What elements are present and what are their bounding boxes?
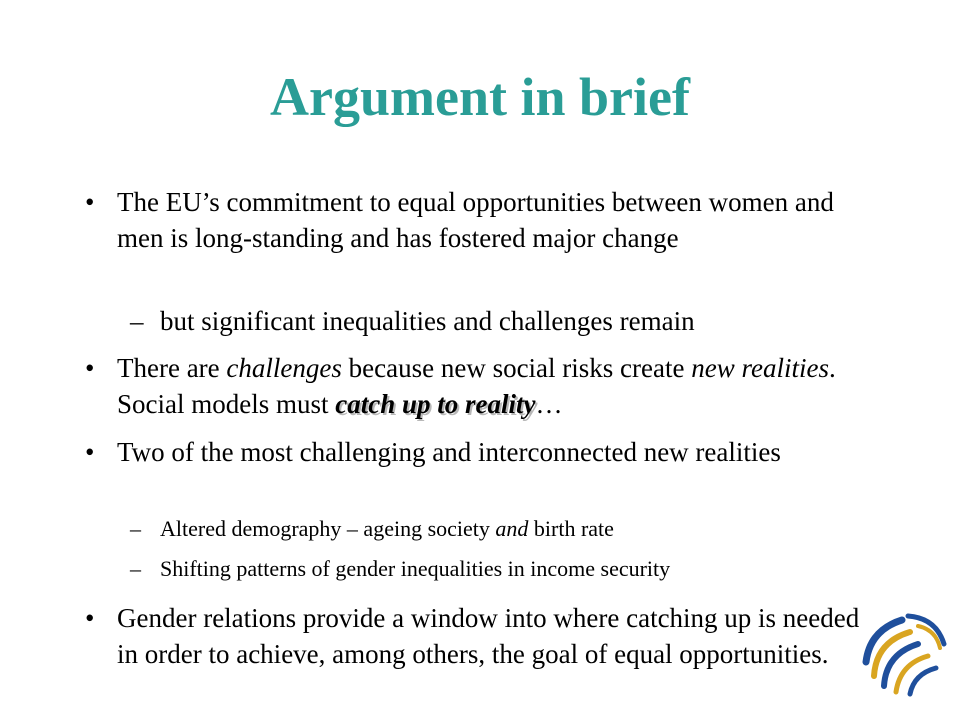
bullet-marker: •: [85, 353, 95, 383]
bullet-text: The EU’s commitment to equal opportunities between women and men is long-standing and has fostered major change: [117, 187, 834, 253]
emphasis-challenges: challenges: [226, 353, 342, 383]
emphasis-new-realities: new realities: [691, 353, 829, 383]
subbullet-text-part: birth rate: [528, 516, 614, 541]
slide-title: Argument in brief: [270, 67, 690, 127]
bullet-text-part: . Social models must: [117, 353, 836, 419]
bullet-text: Gender relations provide a window into where catching up is needed in order to achieve, among others, the goal of equal opportunities.: [117, 603, 860, 669]
subbullet-income-security: [130, 554, 860, 584]
bullet-marker: •: [85, 187, 95, 217]
bullet-new-realities: [85, 434, 877, 470]
dash-marker: –: [130, 556, 141, 581]
bullet-text: Two of the most challenging and interconnected new realities: [117, 437, 781, 467]
dash-marker: –: [130, 306, 144, 336]
emphasis-and: and: [495, 516, 529, 541]
bullet-commitment: [85, 184, 877, 256]
subbullet-text: Shifting patterns of gender inequalities in income security: [160, 556, 671, 581]
dash-marker: –: [130, 516, 141, 541]
bullet-gender-relations: [85, 600, 877, 672]
globe-logo-icon: [856, 604, 952, 700]
bullet-marker: •: [85, 437, 95, 467]
bullet-challenges: [85, 350, 877, 422]
emphasis-catch-up: catch up to reality: [335, 389, 536, 419]
subbullet-demography: [130, 514, 860, 544]
subbullet-text: but significant inequalities and challenges remain: [160, 306, 695, 336]
subbullet-inequalities: [130, 306, 860, 336]
bullet-marker: •: [85, 603, 95, 633]
bullet-text-part: because new social risks create: [341, 353, 692, 383]
bullet-text-part: …: [535, 389, 563, 419]
subbullet-text-part: Altered demography – ageing society: [160, 516, 496, 541]
bullet-text-part: There are: [117, 353, 227, 383]
